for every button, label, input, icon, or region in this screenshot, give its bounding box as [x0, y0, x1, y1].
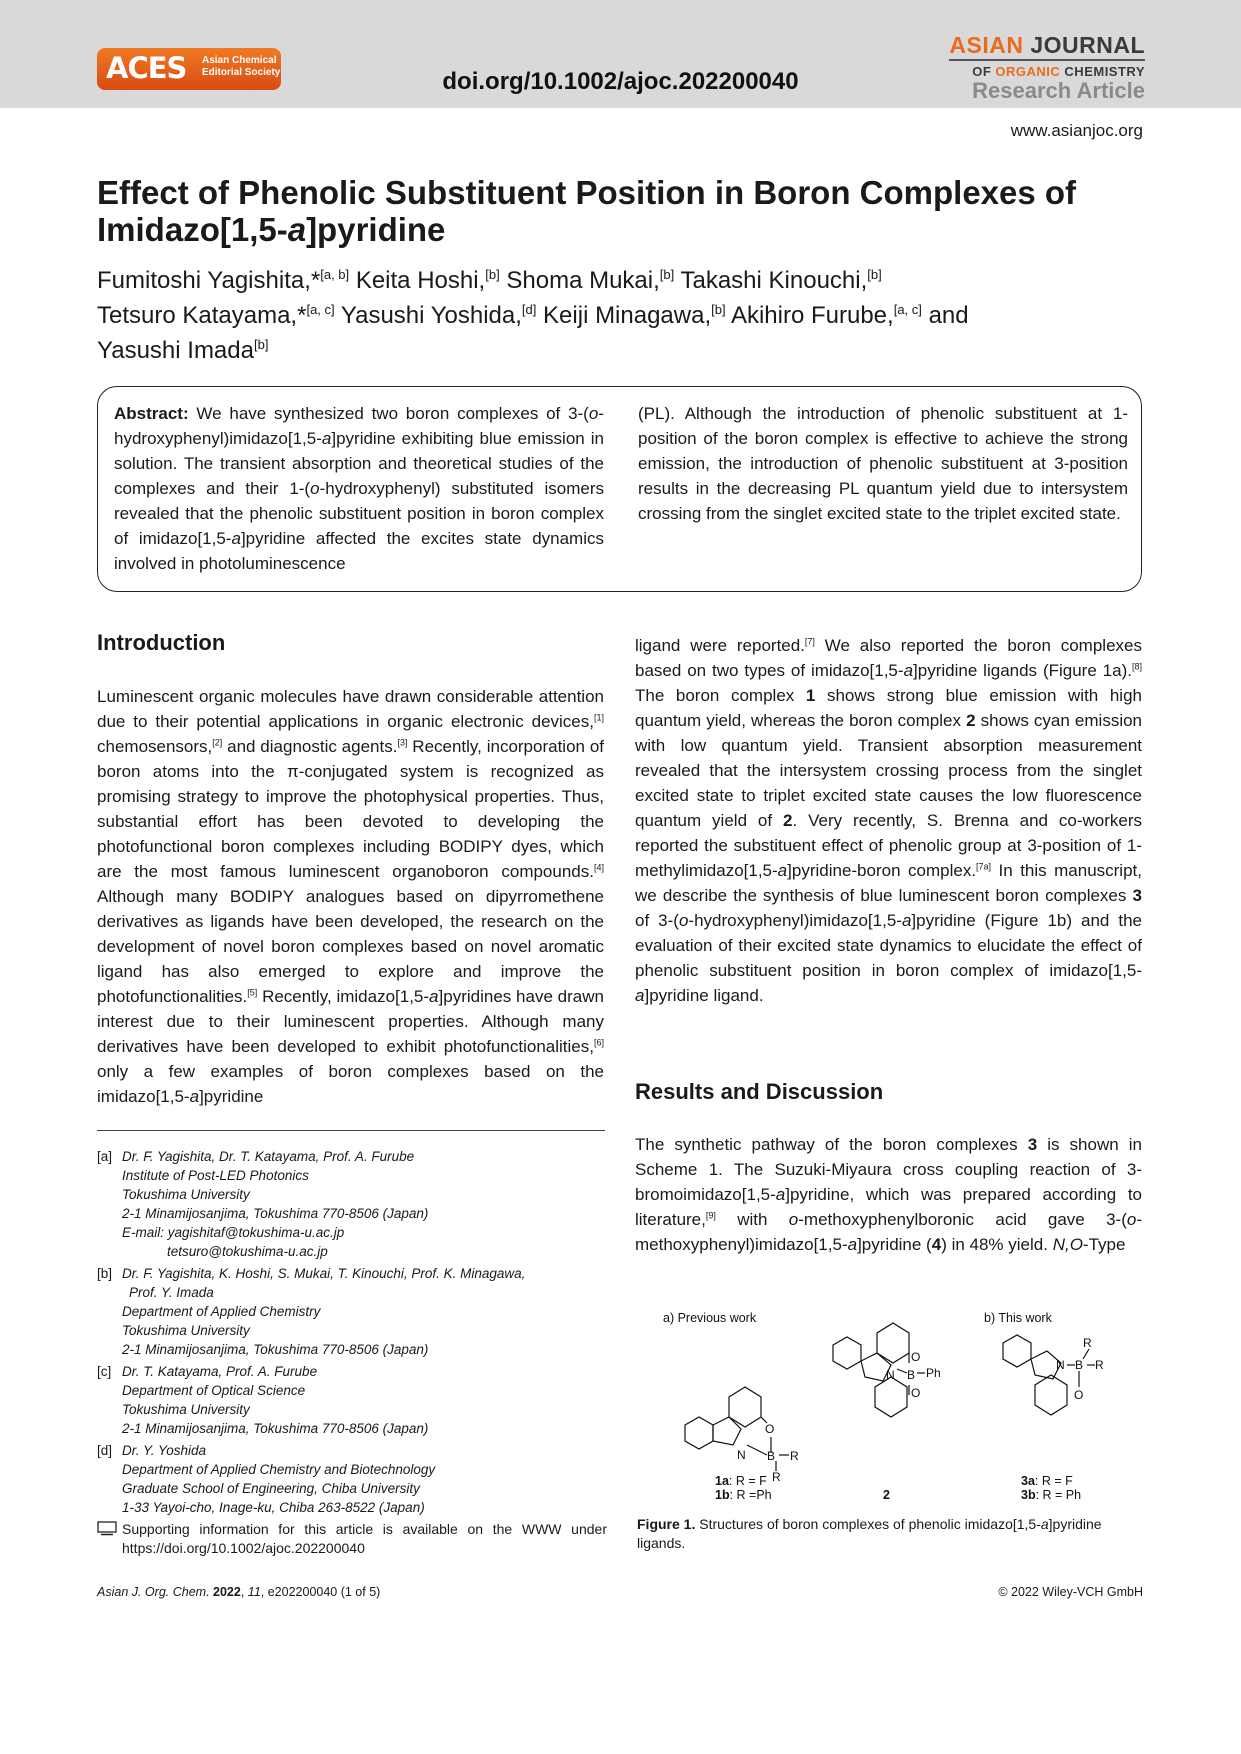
text-run: 3	[1027, 1135, 1038, 1154]
affiliation	[97, 1264, 607, 1359]
figure-label-this-work: b) This work	[984, 1311, 1052, 1325]
atom-b: B	[907, 1368, 916, 1382]
text-run: 4	[931, 1235, 942, 1254]
affiliation	[97, 1147, 607, 1261]
text-run: Recently, incorporation of boron atoms into the π-conjugated system is recognized as promising strategy to improve the photophysical properties. Thus, substantial effort has been devoted to developing the photofunctional boron complexes including BODIPY dyes, which are the most famous luminescent organoboron compounds.	[97, 737, 604, 881]
text-run: ) in 48% yield.	[941, 1235, 1053, 1254]
title-line: Effect of Phenolic Substituent Position in Boron Complexes of	[97, 174, 1077, 211]
pyridine-ring-1	[685, 1417, 713, 1449]
text-run: ]pyridines have drawn interest due to their luminescent properties. Although many derivatives have been developed to exhibit photofunctionalities,	[97, 987, 604, 1056]
journal-website-link[interactable]: www.asianjoc.org	[1010, 121, 1143, 140]
text-run: ]pyridine affected the excites state dynamics involved in photoluminescence	[114, 529, 604, 573]
affiliation-line: Tokushima University	[122, 1323, 250, 1338]
text-run: ]pyridine ligands (Figure 1a).	[913, 661, 1132, 680]
text-run: (PL). Although the introduction of phenolic substituent at 1-position of the boron complex is effective to achieve the strong emission, the introduction of phenolic substituent at 3-position results in the decreasing PL quantum yield due to intersystem crossing from the singlet excited state to the triplet excited state.	[638, 404, 1128, 523]
intro-heading: Introduction	[97, 630, 226, 655]
figure-caption-label: Figure 1.	[637, 1516, 696, 1532]
citation-ref[interactable]: [1]	[593, 712, 604, 723]
affiliation-line[interactable]: E-mail: yagishitaf@tokushima-u.ac.jp	[122, 1225, 345, 1240]
journal-asian: ASIAN	[949, 32, 1024, 58]
text-run: is shown in Scheme 1. The Suzuki-Miyaura cross coupling reaction of 3-bromoimidazo[1,5-	[635, 1135, 1142, 1204]
author-affiliation-mark: [b]	[711, 302, 726, 317]
text-run: shows cyan emission with low quantum yield. Transient absorption measurement revealed that the intersystem crossing process from the singlet excited state to triplet excited state causes the low fluorescence quantum yield of	[635, 711, 1142, 830]
aces-sub-line: Asian Chemical	[202, 55, 277, 66]
atom-b: B	[767, 1449, 776, 1463]
citation-ref[interactable]: [7]	[804, 636, 815, 647]
abstract-label: Abstract:	[114, 404, 189, 423]
citation-ref[interactable]: [8]	[1131, 661, 1142, 672]
compound-1a-label: 1a: R = F	[715, 1474, 767, 1488]
compound-3b-label: 3b: R = Ph	[1021, 1488, 1082, 1502]
phenol-ring-2b	[875, 1377, 907, 1417]
journal-logo	[949, 33, 1145, 103]
text-run: 2	[783, 811, 793, 830]
title-line: Imidazo[1,5-a]pyridine	[97, 211, 446, 248]
text-run: o	[1126, 1210, 1137, 1229]
citation-ref[interactable]: [5]	[247, 987, 258, 998]
author-affiliation-mark: [b]	[253, 337, 269, 352]
affiliation-tag: [d]	[97, 1443, 113, 1458]
text-run: o	[588, 404, 599, 423]
text-run: -hydroxyphenyl)imidazo[1,5-	[114, 404, 604, 448]
text-run: Although many BODIPY analogues based on dipyrromethene derivatives as ligands have been developed, the research on the development of novel boron complexes based on novel aromatic ligand has also emerged to explore and improve the photofunctionalities.	[97, 887, 604, 1006]
journal-divider	[949, 59, 1145, 61]
citation-ref[interactable]: [3]	[397, 737, 408, 748]
affiliation	[97, 1441, 607, 1517]
text-run: only a few examples of boron complexes based on the imidazo[1,5-	[97, 1062, 604, 1106]
computer-icon	[97, 1521, 117, 1536]
figure-label-previous: a) Previous work	[663, 1311, 757, 1325]
journal-of: OF	[972, 64, 992, 79]
text-run: ]pyridine (	[857, 1235, 932, 1254]
author-affiliation-mark: [d]	[521, 302, 537, 317]
text-run: shows strong blue emission with high quantum yield, whereas the boron complex	[635, 686, 1142, 730]
pyridine-ring-3	[1003, 1335, 1031, 1367]
affiliations-list	[97, 1147, 607, 1520]
aces-sub-line: Editorial Society	[202, 67, 281, 78]
article-type: Research Article	[972, 78, 1145, 103]
text-run: 3	[1132, 886, 1142, 905]
text-run: -hydroxyphenyl)imidazo[1,5-	[688, 911, 902, 930]
text-run: N,O	[1052, 1235, 1083, 1254]
text-run: ]pyridine	[199, 1087, 264, 1106]
intro-right-column	[635, 633, 1142, 1008]
footer-citation: Asian J. Org. Chem. 2022, 11, e202200040 (1 of 5)	[97, 1585, 381, 1599]
affiliation-tag: [a]	[97, 1149, 113, 1164]
citation-ref[interactable]: [9]	[705, 1210, 716, 1221]
author: Takashi Kinouchi,[b]	[680, 267, 882, 294]
text-run: ]pyridine ligand.	[644, 986, 764, 1005]
aces-logo-text: ACES	[106, 51, 187, 85]
text-run: a	[189, 1087, 200, 1106]
pyridine-ring-2	[833, 1337, 861, 1369]
citation-ref[interactable]: [4]	[593, 862, 604, 873]
compound-3a-label: 3a: R = F	[1021, 1474, 1073, 1488]
affiliation-tag: [c]	[97, 1364, 112, 1379]
atom-b: B	[1075, 1358, 1084, 1372]
affiliation	[97, 1362, 607, 1438]
affiliation-line[interactable]: tetsuro@tokushima-u.ac.jp	[167, 1244, 328, 1259]
citation-ref[interactable]: [7a]	[976, 861, 992, 872]
text-run: chemosensors,	[97, 737, 213, 756]
text-run: with	[715, 1210, 789, 1229]
substituent-r: R	[790, 1449, 799, 1463]
text-run: . Very recently, S. Brenna and co-workers reported the substituent effect of phenolic group at 3-position of 1-methylimidazo[1,5-	[635, 811, 1143, 880]
text-run: a	[775, 1185, 786, 1204]
atom-o: O	[911, 1350, 921, 1364]
text-run: ]pyridine, which was prepared according to literature,	[635, 1185, 1142, 1229]
author: Akihiro Furube,[a, c]	[730, 302, 922, 329]
journal-journal: JOURNAL	[1030, 32, 1145, 58]
affiliation-line: Prof. Y. Imada	[129, 1285, 214, 1300]
author-affiliation-mark: [a, c]	[893, 302, 922, 317]
affiliation-line: Department of Applied Chemistry	[122, 1304, 321, 1319]
substituent-ph: Ph	[926, 1366, 941, 1380]
affiliation-line: Dr. F. Yagishita, Dr. T. Katayama, Prof. A. Furube	[122, 1149, 415, 1164]
affiliation-line: Graduate School of Engineering, Chiba University	[122, 1481, 420, 1496]
affiliation-line: 2-1 Minamijosanjima, Tokushima 770-8506 (Japan)	[122, 1206, 429, 1221]
atom-n: N	[886, 1368, 895, 1382]
figure-1-structures	[663, 1305, 1103, 1505]
text-run: a	[429, 987, 439, 1006]
affiliation-line: 2-1 Minamijosanjima, Tokushima 770-8506 (Japan)	[122, 1342, 429, 1357]
text-run: ]pyridine-boron complex.	[787, 861, 977, 880]
affiliation-line: Department of Optical Science	[122, 1383, 306, 1398]
text-run: a	[903, 661, 914, 680]
phenol-ring-3	[1035, 1375, 1067, 1415]
atom-n: N	[737, 1448, 746, 1462]
text-run: ]pyridine exhibiting blue emission in solution. The transient absorption and theoretical studies of the complexes and their 1-(	[114, 429, 604, 498]
text-run: a	[777, 861, 788, 880]
citation-ref[interactable]: [2]	[212, 737, 223, 748]
author: Keiji Minagawa,[b]	[543, 302, 726, 329]
affiliation-line: Department of Applied Chemistry and Biotechnology	[122, 1462, 436, 1477]
author: Yasushi Imada[b]	[97, 337, 269, 364]
author: Shoma Mukai,[b]	[506, 267, 675, 294]
supporting-info	[97, 1520, 607, 1558]
author: Tetsuro Katayama,*[a, c]	[97, 302, 335, 329]
text-run: a	[901, 911, 912, 930]
text-run: 2	[966, 711, 976, 730]
text-run: -methoxyphenylboronic acid gave 3-(	[798, 1210, 1127, 1229]
affiliation-line: Tokushima University	[122, 1187, 250, 1202]
text-run: -methoxyphenyl)imidazo[1,5-	[635, 1210, 1142, 1254]
substituent-r: R	[1083, 1336, 1092, 1350]
authors-conjunction: and	[928, 302, 969, 329]
affiliation-line: 1-33 Yayoi-cho, Inage-ku, Chiba 263-8522 (Japan)	[122, 1500, 425, 1515]
supporting-info-text[interactable]: Supporting information for this article is available on the WWW under https://doi.org/10.1002/ajoc.202200040	[122, 1521, 607, 1556]
text-run: We also reported the boron complexes based on two types of imidazo[1,5-	[635, 636, 1142, 680]
compound-2-label: 2	[883, 1488, 890, 1502]
author-affiliation-mark: [a, c]	[306, 302, 335, 317]
affiliation-tag: [b]	[97, 1266, 113, 1281]
intro-left-column	[97, 684, 604, 1109]
affiliation-line: 2-1 Minamijosanjima, Tokushima 770-8506 (Japan)	[122, 1421, 429, 1436]
author-affiliation-mark: [a, b]	[320, 267, 350, 282]
text-run: ]pyridine (Figure 1b) and the evaluation of their excited state dynamics to elucidate the effect of phenolic substituent position in boron complex of imidazo[1,5-	[635, 911, 1142, 980]
atom-n: N	[1056, 1358, 1065, 1372]
doi-link[interactable]: doi.org/10.1002/ajoc.202200040	[442, 68, 799, 95]
author: Fumitoshi Yagishita,*[a, b]	[97, 267, 350, 294]
text-run: -Type	[1082, 1235, 1126, 1254]
header-band	[0, 0, 1241, 108]
journal-organic: ORGANIC	[995, 64, 1061, 79]
journal-chemistry: CHEMISTRY	[1064, 64, 1145, 79]
author: Yasushi Yoshida,[d]	[340, 302, 537, 329]
compound-1b-label: 1b: R =Ph	[715, 1488, 772, 1502]
text-run: 1	[805, 686, 816, 705]
footnote-divider	[97, 1130, 605, 1131]
results-paragraph	[635, 1132, 1142, 1257]
text-run: Luminescent organic molecules have drawn considerable attention due to their potential applications in organic electronic devices,	[97, 687, 604, 731]
figure-1	[663, 1305, 1103, 1505]
text-run: Recently, imidazo[1,5-	[257, 987, 430, 1006]
abstract-right-column	[638, 401, 1128, 526]
author-affiliation-mark: [b]	[659, 267, 675, 282]
substituent-r: R	[772, 1470, 781, 1484]
author-affiliation-mark: [b]	[867, 267, 882, 282]
text-run: In this manuscript, we describe the synthesis of blue luminescent boron complexes	[635, 861, 1142, 905]
text-run: The synthetic pathway of the boron complexes	[635, 1135, 1028, 1154]
text-run: o	[678, 911, 689, 930]
affiliation-line: Dr. T. Katayama, Prof. A. Furube	[122, 1364, 318, 1379]
substituent-r: R	[1095, 1358, 1103, 1372]
atom-o: O	[1074, 1388, 1084, 1402]
text-run: o	[310, 479, 320, 498]
figure-1-caption: Figure 1. Structures of boron complexes of phenolic imidazo[1,5-a]pyridine ligands.	[637, 1516, 1102, 1551]
abstract-left-column	[114, 401, 604, 576]
results-heading: Results and Discussion	[635, 1079, 884, 1104]
text-run: -hydroxyphenyl) substituted isomers revealed that the phenolic substituent position in boron complex of imidazo[1,5-	[114, 479, 605, 548]
affiliation-line: Tokushima University	[122, 1402, 250, 1417]
text-run: a	[231, 529, 241, 548]
text-run: of 3-(	[635, 911, 679, 930]
text-run: a	[847, 1235, 858, 1254]
citation-ref[interactable]: [6]	[593, 1037, 604, 1048]
affiliation-line: Dr. F. Yagishita, K. Hoshi, S. Mukai, T. Kinouchi, Prof. K. Minagawa,	[122, 1266, 526, 1281]
text-run: We have synthesized two boron complexes of 3-(	[196, 404, 589, 423]
affiliation-line: Institute of Post-LED Photonics	[122, 1168, 309, 1183]
corresponding-author-mark: *	[310, 267, 321, 294]
text-run: o	[788, 1210, 799, 1229]
text-run: and diagnostic agents.	[222, 737, 398, 756]
footer-copyright: © 2022 Wiley-VCH GmbH	[998, 1585, 1143, 1599]
text-run: a	[321, 429, 332, 448]
atom-o: O	[911, 1386, 921, 1400]
text-run: The boron complex	[635, 686, 806, 705]
author: Keita Hoshi,[b]	[355, 267, 500, 294]
corresponding-author-mark: *	[297, 302, 307, 329]
article-title	[97, 174, 1147, 248]
affiliation-line: Dr. Y. Yoshida	[122, 1443, 207, 1458]
atom-o: O	[765, 1422, 775, 1436]
author-affiliation-mark: [b]	[485, 267, 500, 282]
author-list	[97, 263, 1157, 368]
text-run: ligand were reported.	[635, 636, 805, 655]
text-run: a	[635, 986, 645, 1005]
